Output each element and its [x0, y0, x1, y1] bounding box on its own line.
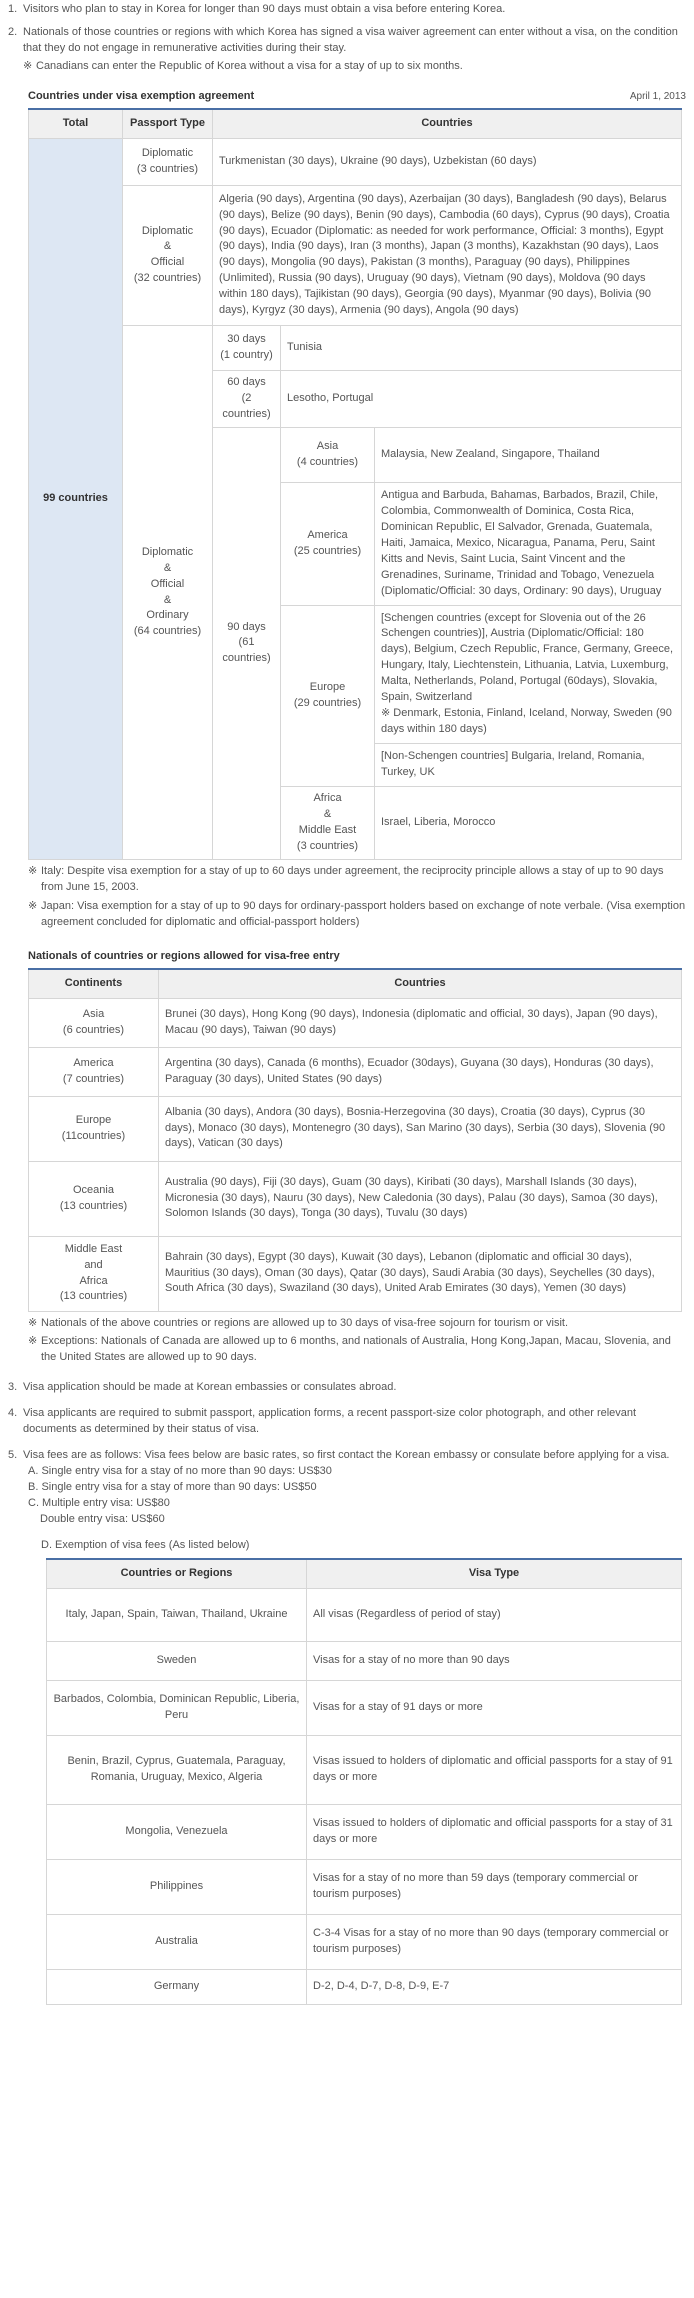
visa-free-note-2: ※ Exceptions: Nationals of Canada are allowed up to 6 months, and nationals of Australia, Hong Kong,Japan, Macau, Slovenia, and the United States are allowed up to 90 days.	[28, 1334, 686, 1366]
visa-type-cell: C-3-4 Visas for a stay of no more than 90 days (temporary commercial or tourism purposes)	[307, 1914, 682, 1969]
note-mark-icon: ※	[28, 1316, 38, 1329]
continent-cell: Europe (11countries)	[29, 1096, 159, 1161]
list-item-5: 5. Visa fees are as follows: Visa fees below are basic rates, so first contact the Korean embassy or consulate before applying for a visa.	[8, 1448, 686, 1464]
list-item-1: 1. Visitors who plan to stay in Korea for longer than 90 days must obtain a visa before entering Korea.	[8, 2, 686, 18]
table-row	[29, 1096, 682, 1161]
header-countries: Countries	[213, 109, 682, 138]
visa-type-cell: All visas (Regardless of period of stay)	[307, 1588, 682, 1641]
list-item-2: 2. Nationals of those countries or regions with which Korea has signed a visa waiver agreement can enter without a visa, on the condition that they do not engage in remunerative activities during their stay.	[8, 25, 686, 57]
countries-cell: Albania (30 days), Andora (30 days), Bosnia-Herzegovina (30 days), Croatia (30 days), Cyprus (30 days), Monaco (30 days), Montenegro (30 days), San Marino (30 days), Serbia (30 days), Slovenia (90 days), Vatican (30 days)	[159, 1096, 682, 1161]
fee-c2: Double entry visa: US$60	[40, 1512, 165, 1525]
canada-note: ※ Canadians can enter the Republic of Korea without a visa for a stay of up to six months.	[23, 59, 686, 75]
visa-free-table	[28, 968, 682, 1312]
table-row	[47, 1735, 682, 1804]
region-europe: Europe (29 countries)	[281, 605, 375, 786]
note-mark-icon: ※	[23, 59, 33, 72]
passport-type-ordinary: Diplomatic & Official & Ordinary (64 countries)	[123, 326, 213, 860]
table-header-row	[29, 969, 682, 998]
table-row	[29, 998, 682, 1047]
header-continents: Continents	[29, 969, 159, 998]
region-asia: Asia (4 countries)	[281, 427, 375, 482]
table-row	[29, 1236, 682, 1311]
region-cell: Philippines	[47, 1859, 307, 1914]
visa-free-notes	[28, 1316, 686, 1367]
fee-c: C. Multiple entry visa: US$80	[28, 1496, 170, 1509]
countries-cell: Brunei (30 days), Hong Kong (90 days), Indonesia (diplomatic and official, 30 days), Japan (90 days), Macau (90 days), Taiwan (90 days)	[159, 998, 682, 1047]
countries-30: Tunisia	[281, 326, 682, 371]
passport-type-official: Diplomatic & Official (32 countries)	[123, 185, 213, 326]
fee-exemption-table	[46, 1558, 682, 2005]
list-item-3: 3. Visa application should be made at Korean embassies or consulates abroad.	[8, 1380, 686, 1396]
continent-cell: Asia (6 countries)	[29, 998, 159, 1047]
region-africa: Africa & Middle East (3 countries)	[281, 786, 375, 859]
item-4-text: Visa applicants are required to submit passport, application forms, a recent passport-size color photograph, and other relevant documents as determined by their status of visa.	[23, 1407, 637, 1436]
table-row	[29, 1161, 682, 1236]
table-row	[29, 138, 682, 185]
note-mark-icon: ※	[28, 1335, 38, 1348]
table-row	[47, 1914, 682, 1969]
diplomatic-countries: Turkmenistan (30 days), Ukraine (90 days), Uzbekistan (60 days)	[213, 138, 682, 185]
visa-type-cell: Visas for a stay of no more than 90 days	[307, 1641, 682, 1680]
visa-type-cell: D-2, D-4, D-7, D-8, D-9, E-7	[307, 1969, 682, 2004]
header-visa-type: Visa Type	[307, 1559, 682, 1588]
item-3-text: Visa application should be made at Korean embassies or consulates abroad.	[23, 1381, 397, 1394]
continent-cell: Middle East and Africa (13 countries)	[29, 1236, 159, 1311]
visa-type-cell: Visas issued to holders of diplomatic and official passports for a stay of 31 days or more	[307, 1804, 682, 1859]
note-mark-icon: ※	[28, 899, 38, 912]
total-cell: 99 countries	[29, 138, 123, 859]
continent-cell: America (7 countries)	[29, 1047, 159, 1096]
italy-note: ※ Italy: Despite visa exemption for a stay of up to 60 days under agreement, the reciprocity principle allows a stay of up to 90 days from June 15, 2003.	[28, 864, 686, 896]
countries-cell: Australia (90 days), Fiji (30 days), Guam (30 days), Kiribati (30 days), Marshall Islands (30 days), Micronesia (30 days), Nauru (30 days), New Caledonia (30 days), Palau (30 days), Samoa (30 days), Solomon Islands (30 days), Tonga (30 days), Tuvalu (30 days)	[159, 1161, 682, 1236]
table-row	[47, 1641, 682, 1680]
fee-d: D. Exemption of visa fees (As listed below)	[41, 1538, 250, 1551]
region-cell: Sweden	[47, 1641, 307, 1680]
table-row	[47, 1969, 682, 2004]
table-row	[47, 1680, 682, 1735]
table-row	[29, 326, 682, 371]
countries-60: Lesotho, Portugal	[281, 371, 682, 428]
visa-type-cell: Visas for a stay of 91 days or more	[307, 1680, 682, 1735]
region-cell: Benin, Brazil, Cyprus, Guatemala, Paraguay, Romania, Uruguay, Mexico, Algeria	[47, 1735, 307, 1804]
america-countries: Antigua and Barbuda, Bahamas, Barbados, Brazil, Chile, Colombia, Commonwealth of Dominica, Costa Rica, Dominican Republic, El Salvador, Grenada, Guatemala, Haiti, Jamaica, Mexico, Nicaragua, Panama, Peru, Saint Kitts and Nevis, Saint Lucia, Saint Vincent and the Grenadines, Suriname, Trinidad and Tobago, Venezuela (Diplomatic/Official: 30 days, Ordinary: 90 days), Uruguay	[375, 482, 682, 605]
list-item-4: 4. Visa applicants are required to submit passport, application forms, a recent passport-size color photograph, and other relevant documents as determined by their status of visa.	[8, 1406, 686, 1438]
continent-cell: Oceania (13 countries)	[29, 1161, 159, 1236]
exemption-date: April 1, 2013	[629, 91, 686, 103]
europe-non-schengen: [Non-Schengen countries] Bulgaria, Ireland, Romania, Turkey, UK	[375, 744, 682, 787]
header-passport-type: Passport Type	[123, 109, 213, 138]
europe-schengen-note: ※ Denmark, Estonia, Finland, Iceland, Norway, Sweden (90 days within 180 days)	[381, 707, 672, 736]
fee-a: A. Single entry visa for a stay of no more than 90 days: US$30	[28, 1465, 332, 1478]
table-header-row	[47, 1559, 682, 1588]
region-cell: Mongolia, Venezuela	[47, 1804, 307, 1859]
table-row	[47, 1859, 682, 1914]
passport-type-diplomatic: Diplomatic (3 countries)	[123, 138, 213, 185]
countries-cell: Bahrain (30 days), Egypt (30 days), Kuwait (30 days), Lebanon (diplomatic and official 30 days), Mauritius (30 days), Oman (30 days), Qatar (30 days), Saudi Arabia (30 days), Seychelles (30 days), South Africa (30 days), Swaziland (30 days), United Arab Emirates (30 days), Yemen (30 days)	[159, 1236, 682, 1311]
table-row	[47, 1588, 682, 1641]
exemption-title: Countries under visa exemption agreement April 1, 2013	[28, 89, 686, 108]
region-cell: Germany	[47, 1969, 307, 2004]
visa-type-cell: Visas issued to holders of diplomatic and official passports for a stay of 91 days or more	[307, 1735, 682, 1804]
region-cell: Italy, Japan, Spain, Taiwan, Thailand, Ukraine	[47, 1588, 307, 1641]
region-cell: Barbados, Colombia, Dominican Republic, Liberia, Peru	[47, 1680, 307, 1735]
period-30: 30 days (1 country)	[213, 326, 281, 371]
africa-countries: Israel, Liberia, Morocco	[375, 786, 682, 859]
item-2-text: Nationals of those countries or regions with which Korea has signed a visa waiver agreement can enter without a visa, on the condition that they do not engage in remunerative activities during their stay.	[23, 25, 678, 54]
fee-b: B. Single entry visa for a stay of more than 90 days: US$50	[28, 1481, 317, 1493]
table-row	[29, 1047, 682, 1096]
asia-countries: Malaysia, New Zealand, Singapore, Thailand	[375, 427, 682, 482]
visa-free-title: Nationals of countries or regions allowed for visa-free entry	[28, 949, 340, 962]
header-total: Total	[29, 109, 123, 138]
countries-cell: Argentina (30 days), Canada (6 months), Ecuador (30days), Guyana (30 days), Honduras (30 days), Paraguay (30 days), United States (90 days)	[159, 1047, 682, 1096]
item-1-text: Visitors who plan to stay in Korea for longer than 90 days must obtain a visa before entering Korea.	[23, 3, 506, 15]
period-90: 90 days (61 countries)	[213, 427, 281, 859]
japan-note: ※ Japan: Visa exemption for a stay of up to 90 days for ordinary-passport holders based on exchange of note verbale. (Visa exemption agreement concluded for diplomatic and official-passport holders)	[28, 899, 686, 931]
header-countries: Countries	[159, 969, 682, 998]
header-regions: Countries or Regions	[47, 1559, 307, 1588]
table-row	[47, 1804, 682, 1859]
official-countries: Algeria (90 days), Argentina (90 days), Azerbaijan (30 days), Bangladesh (90 days), Belarus (90 days), Belize (90 days), Benin (90 days), Cambodia (60 days), Cyprus (90 days), Croatia (90 days), Ecuador (Diplomatic: as needed for work performance, Official: 3 months), Egypt (90 days), India (90 days), Iran (3 months), Japan (3 months), Kazakhstan (90 days), Laos (90 days), Mongolia (90 days), Pakistan (3 months), Paraguay (90 days), Philippines (Unlimited), Russia (90 days), Uruguay (90 days), Vietnam (90 days), Moldova (90 days within 180 days), Tajikistan (90 days), Georgia (90 days), Myanmar (90 days), Bolivia (90 days), Kyrgyz (30 days), Armenia (90 days), Angola (90 days)	[213, 185, 682, 326]
note-mark-icon: ※	[28, 864, 38, 877]
fee-list	[28, 1464, 686, 1528]
table-header-row	[29, 109, 682, 138]
region-cell: Australia	[47, 1914, 307, 1969]
period-60: 60 days (2 countries)	[213, 371, 281, 428]
visa-type-cell: Visas for a stay of no more than 59 days (temporary commercial or tourism purposes)	[307, 1859, 682, 1914]
europe-schengen: [Schengen countries (except for Slovenia out of the 26 Schengen countries)], Austria (Diplomatic/Official: 180 days), Belgium, Czech Republic, France, Germany, Greece, Hungary, Italy, Liechtenstein, Lithuania, Latvia, Luxemburg, Malta, Netherlands, Poland, Portugal (60days), Slovakia, Spain, Switzerland ※ Denmark, Estonia, Finland, Iceland, Norway, Sweden (90 days within 180 days)	[375, 605, 682, 744]
region-america: America (25 countries)	[281, 482, 375, 605]
exemption-notes	[28, 864, 686, 931]
exemption-table	[28, 108, 682, 860]
table-row	[29, 185, 682, 326]
visa-free-note-1: ※ Nationals of the above countries or regions are allowed up to 30 days of visa-free sojourn for tourism or visit.	[28, 1316, 686, 1332]
item-5-text: Visa fees are as follows: Visa fees below are basic rates, so first contact the Korean embassy or consulate before applying for a visa.	[23, 1449, 670, 1462]
